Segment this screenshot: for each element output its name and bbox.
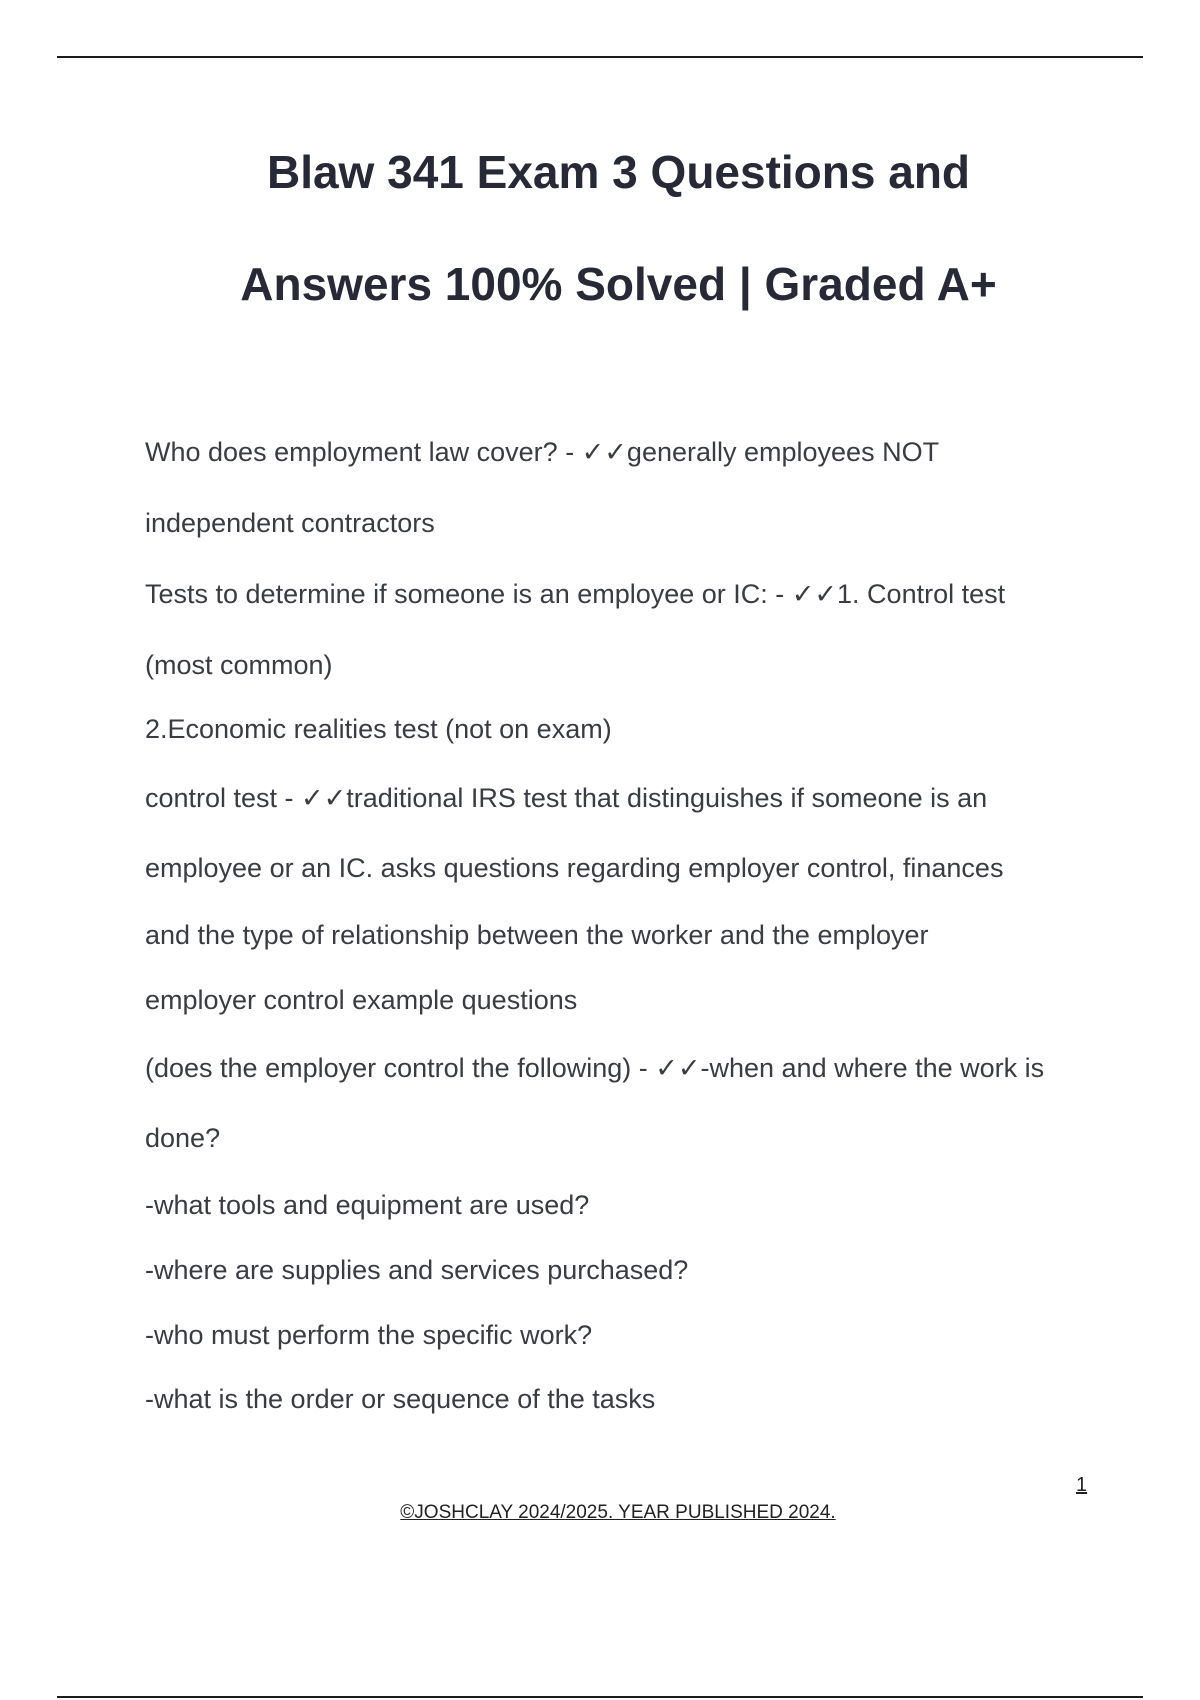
body-line: -what is the order or sequence of the tasks — [145, 1384, 656, 1414]
body-line: -where are supplies and services purchased? — [145, 1255, 689, 1285]
body-line: and the type of relationship between the worker and the employer — [145, 920, 929, 950]
body-line: Tests to determine if someone is an employee or IC: - ✓✓1. Control test — [145, 579, 1006, 609]
body-line: Who does employment law cover? - ✓✓generally employees NOT — [145, 437, 940, 467]
document-title-line-1: Blaw 341 Exam 3 Questions and — [266, 146, 971, 198]
document-title-line-2: Answers 100% Solved | Graded A+ — [240, 258, 997, 310]
body-line: 2.Economic realities test (not on exam) — [145, 714, 612, 744]
body-line: (does the employer control the following) - ✓✓-when and where the work is — [145, 1053, 1045, 1083]
body-line: -who must perform the specific work? — [145, 1320, 593, 1350]
top-rule — [57, 56, 1143, 58]
bottom-rule — [57, 1696, 1143, 1698]
body-line: independent contractors — [145, 508, 435, 538]
body-line: (most common) — [145, 650, 333, 680]
body-line: -what tools and equipment are used? — [145, 1190, 590, 1220]
page-number: 1 — [1076, 1474, 1088, 1496]
body-line: employee or an IC. asks questions regarding employer control, finances — [145, 853, 1004, 883]
body-line: done? — [145, 1123, 221, 1153]
body-line: control test - ✓✓traditional IRS test that distinguishes if someone is an — [145, 783, 988, 813]
body-line: employer control example questions — [145, 985, 578, 1015]
copyright-footer: ©JOSHCLAY 2024/2025. YEAR PUBLISHED 2024. — [400, 1502, 836, 1523]
